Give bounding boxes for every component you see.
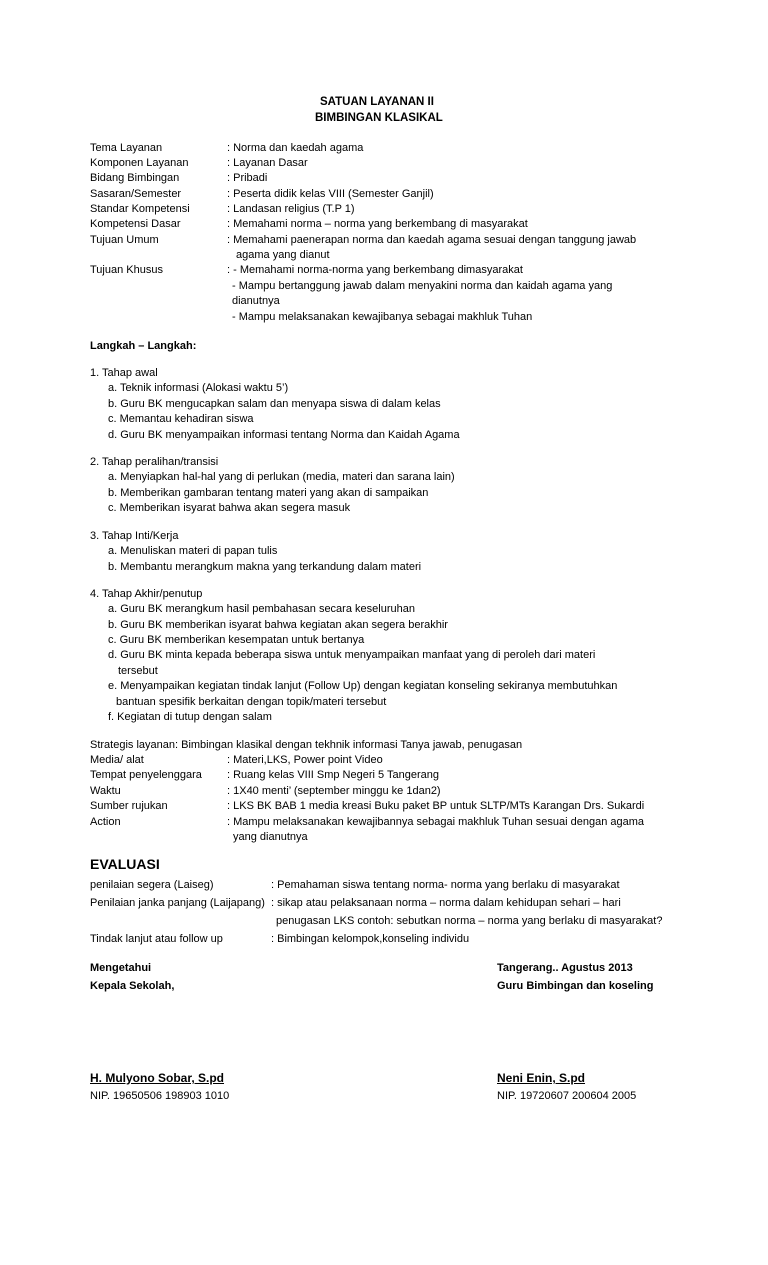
step-item-cont: tersebut bbox=[118, 665, 158, 677]
step-item: a. Guru BK merangkum hasil pembahasan secara keseluruhan bbox=[108, 603, 415, 615]
eval-value-laiseg: : Pemahaman siswa tentang norma- norma yang berlaku di masyarakat bbox=[271, 879, 620, 891]
tujuan-khusus-line: - Mampu bertanggung jawab dalam menyakini norma dan kaidah agama yang bbox=[232, 280, 613, 292]
sign-left-line2: Kepala Sekolah, bbox=[90, 980, 175, 992]
step-item: c. Guru BK memberikan kesempatan untuk bertanya bbox=[108, 634, 365, 646]
step-item: f. Kegiatan di tutup dengan salam bbox=[108, 711, 272, 723]
info-label-standar: Standar Kompetensi bbox=[90, 203, 190, 215]
info-label-tema: Tema Layanan bbox=[90, 142, 163, 154]
info-label-sasaran: Sasaran/Semester bbox=[90, 188, 182, 200]
detail-value-media: : Materi,LKS, Power point Video bbox=[227, 754, 383, 766]
step-1-title: 1. Tahap awal bbox=[90, 367, 158, 379]
step-item: d. Guru BK minta kepada beberapa siswa untuk menyampaikan manfaat yang di peroleh dari materi bbox=[108, 649, 596, 661]
step-3-title: 3. Tahap Inti/Kerja bbox=[90, 530, 179, 542]
info-value-tema: : Norma dan kaedah agama bbox=[227, 142, 364, 154]
strategi-line: Strategis layanan: Bimbingan klasikal dengan tekhnik informasi Tanya jawab, penugasan bbox=[90, 739, 523, 751]
detail-label-tempat: Tempat penyelenggara bbox=[90, 769, 202, 781]
eval-label-laijapang: Penilaian janka panjang (Laijapang) bbox=[90, 897, 265, 909]
step-4-title: 4. Tahap Akhir/penutup bbox=[90, 588, 203, 600]
eval-label-followup: Tindak lanjut atau follow up bbox=[90, 933, 223, 945]
step-item: a. Menyiapkan hal-hal yang di perlukan (media, materi dan sarana lain) bbox=[108, 471, 455, 483]
langkah-heading: Langkah – Langkah: bbox=[90, 340, 197, 352]
sign-left-nip: NIP. 19650506 198903 1010 bbox=[90, 1090, 230, 1102]
step-2-title: 2. Tahap peralihan/transisi bbox=[90, 456, 219, 468]
step-item: a. Menuliskan materi di papan tulis bbox=[108, 545, 278, 557]
detail-label-sumber: Sumber rujukan bbox=[90, 800, 168, 812]
tujuan-khusus-line: - Mampu melaksanakan kewajibanya sebagai makhluk Tuhan bbox=[232, 311, 533, 323]
info-label-tujuan-umum: Tujuan Umum bbox=[90, 234, 159, 246]
info-value-sasaran: : Peserta didik kelas VIII (Semester Ganjil) bbox=[227, 188, 434, 200]
step-item: b. Memberikan gambaran tentang materi yang akan di sampaikan bbox=[108, 487, 429, 499]
info-value-komponen: : Layanan Dasar bbox=[227, 157, 308, 169]
eval-label-laiseg: penilaian segera (Laiseg) bbox=[90, 879, 214, 891]
detail-value-tempat: : Ruang kelas VIII Smp Negeri 5 Tangerang bbox=[227, 769, 439, 781]
step-item: b. Guru BK mengucapkan salam dan menyapa siswa di dalam kelas bbox=[108, 398, 441, 410]
page-title: SATUAN LAYANAN II bbox=[320, 96, 434, 108]
detail-label-waktu: Waktu bbox=[90, 785, 121, 797]
step-item: e. Menyampaikan kegiatan tindak lanjut (Follow Up) dengan kegiatan konseling sekiranya membutuhkan bbox=[108, 680, 618, 692]
sign-right-date: Tangerang.. Agustus 2013 bbox=[497, 962, 633, 974]
page-subtitle: BIMBINGAN KLASIKAL bbox=[315, 112, 443, 124]
step-item: a. Teknik informasi (Alokasi waktu 5’) bbox=[108, 382, 289, 394]
evaluasi-heading: EVALUASI bbox=[90, 856, 160, 872]
info-label-komponen: Komponen Layanan bbox=[90, 157, 189, 169]
step-item: c. Memberikan isyarat bahwa akan segera masuk bbox=[108, 502, 351, 514]
detail-value-sumber: : LKS BK BAB 1 media kreasi Buku paket BP untuk SLTP/MTs Karangan Drs. Sukardi bbox=[227, 800, 645, 812]
info-value-tujuan-umum-cont: agama yang dianut bbox=[236, 249, 330, 261]
step-item: c. Memantau kehadiran siswa bbox=[108, 413, 254, 425]
detail-value-action-cont: yang dianutnya bbox=[233, 831, 308, 843]
eval-value-laijapang: : sikap atau pelaksanaan norma – norma dalam kehidupan sehari – hari bbox=[271, 897, 621, 909]
eval-value-laijapang-cont: penugasan LKS contoh: sebutkan norma – norma yang berlaku di masyarakat? bbox=[276, 915, 663, 927]
info-value-bidang: : Pribadi bbox=[227, 172, 268, 184]
sign-left-name: H. Mulyono Sobar, S.pd bbox=[90, 1071, 225, 1085]
sign-right-nip: NIP. 19720607 200604 2005 bbox=[497, 1090, 637, 1102]
eval-value-followup: : Bimbingan kelompok,konseling individu bbox=[271, 933, 470, 945]
info-value-kompetensi: : Memahami norma – norma yang berkembang di masyarakat bbox=[227, 218, 528, 230]
info-value-tujuan-umum: : Memahami paenerapan norma dan kaedah agama sesuai dengan tanggung jawab bbox=[227, 234, 637, 246]
detail-label-action: Action bbox=[90, 816, 121, 828]
tujuan-khusus-line: : - Memahami norma-norma yang berkembang dimasyarakat bbox=[227, 264, 523, 276]
tujuan-khusus-line: dianutnya bbox=[232, 295, 280, 307]
step-item: b. Guru BK memberikan isyarat bahwa kegiatan akan segera berakhir bbox=[108, 619, 448, 631]
step-item-cont: bantuan spesifik berkaitan dengan topik/materi tersebut bbox=[116, 696, 387, 708]
info-label-tujuan-khusus: Tujuan Khusus bbox=[90, 264, 163, 276]
detail-value-action: : Mampu melaksanakan kewajibannya sebagai makhluk Tuhan sesuai dengan agama bbox=[227, 816, 645, 828]
detail-label-media: Media/ alat bbox=[90, 754, 144, 766]
info-value-standar: : Landasan religius (T.P 1) bbox=[227, 203, 355, 215]
info-label-bidang: Bidang Bimbingan bbox=[90, 172, 180, 184]
step-item: d. Guru BK menyampaikan informasi tentang Norma dan Kaidah Agama bbox=[108, 429, 460, 441]
info-label-kompetensi: Kompetensi Dasar bbox=[90, 218, 181, 230]
sign-right-name: Neni Enin, S.pd bbox=[497, 1071, 586, 1085]
sign-right-role: Guru Bimbingan dan koseling bbox=[497, 980, 654, 992]
detail-value-waktu: : 1X40 menti’ (september minggu ke 1dan2) bbox=[227, 785, 441, 797]
sign-left-line1: Mengetahui bbox=[90, 962, 152, 974]
step-item: b. Membantu merangkum makna yang terkandung dalam materi bbox=[108, 561, 422, 573]
